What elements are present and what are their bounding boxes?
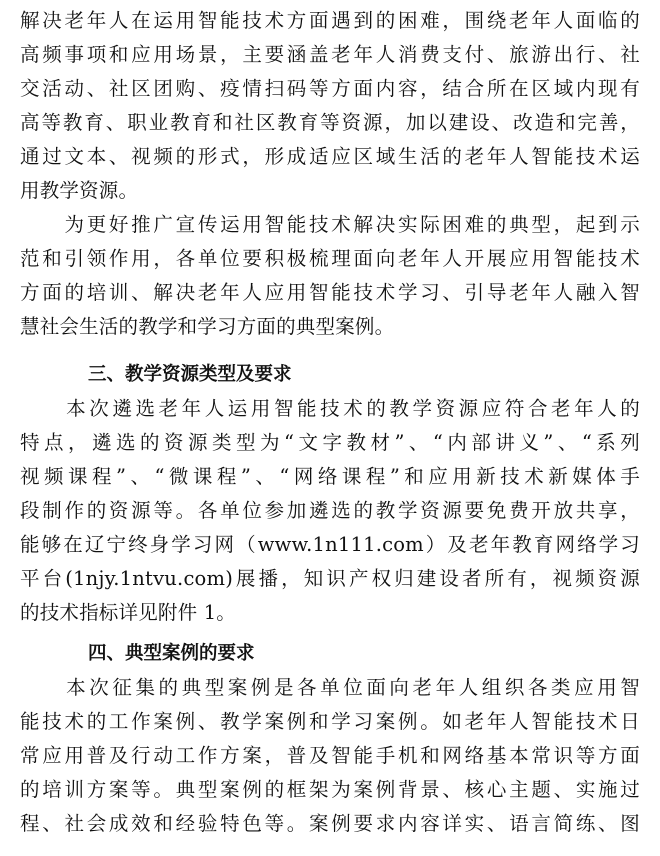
paragraph-line: 本次征集的典型案例是各单位面向老年人组织各类应用智 <box>20 676 640 699</box>
section-heading-3: 三、教学资源类型及要求 <box>88 364 292 385</box>
paragraph-line: 的培训方案等。典型案例的框架为案例背景、核心主题、实施过 <box>20 778 640 801</box>
paragraph-line: 解决老年人在运用智能技术方面遇到的困难，围绕老年人面临的 <box>20 9 640 32</box>
paragraph-line: 视频课程”、“微课程”、“网络课程”和应用新技术新媒体手 <box>20 465 640 488</box>
section-heading-4: 四、典型案例的要求 <box>88 643 255 664</box>
paragraph-line: 慧社会生活的教学和学习方面的典型案例。 <box>20 315 395 338</box>
paragraph-line: 特点，遴选的资源类型为“文字教材”、“内部讲义”、“系列 <box>20 431 640 454</box>
paragraph-line: 能够在辽宁终身学习网（www.1n111.com）及老年教育网络学习 <box>20 533 640 556</box>
paragraph-line: 段制作的资源等。各单位参加遴选的教学资源要免费开放共享， <box>20 499 640 522</box>
paragraph-line: 用教学资源。 <box>20 179 139 202</box>
paragraph-line: 常应用普及行动工作方案，普及智能手机和网络基本常识等方面 <box>20 744 640 767</box>
paragraph-line: 程、社会成效和经验特色等。案例要求内容详实、语言简练、图 <box>20 812 640 835</box>
paragraph-line: 交活动、社区团购、疫情扫码等方面内容，结合所在区域内现有 <box>20 77 640 100</box>
paragraph-line: 通过文本、视频的形式，形成适应区域生活的老年人智能技术运 <box>20 145 640 168</box>
paragraph-line: 高等教育、职业教育和社区教育等资源，加以建设、改造和完善， <box>20 111 640 134</box>
paragraph-line: 平台(1njy.1ntvu.com)展播，知识产权归建设者所有，视频资源 <box>20 567 640 590</box>
paragraph-line: 本次遴选老年人运用智能技术的教学资源应符合老年人的 <box>20 397 640 420</box>
paragraph-line: 高频事项和应用场景，主要涵盖老年人消费支付、旅游出行、社 <box>20 43 640 66</box>
paragraph-line: 范和引领作用，各单位要积极梳理面向老年人开展应用智能技术 <box>20 247 640 270</box>
paragraph-line: 为更好推广宣传运用智能技术解决实际困难的典型，起到示 <box>20 213 640 236</box>
paragraph-line: 方面的培训、解决老年人应用智能技术学习、引导老年人融入智 <box>20 281 640 304</box>
paragraph-line: 能技术的工作案例、教学案例和学习案例。如老年人智能技术日 <box>20 710 640 733</box>
paragraph-line: 的技术指标详见附件 1。 <box>20 601 237 624</box>
